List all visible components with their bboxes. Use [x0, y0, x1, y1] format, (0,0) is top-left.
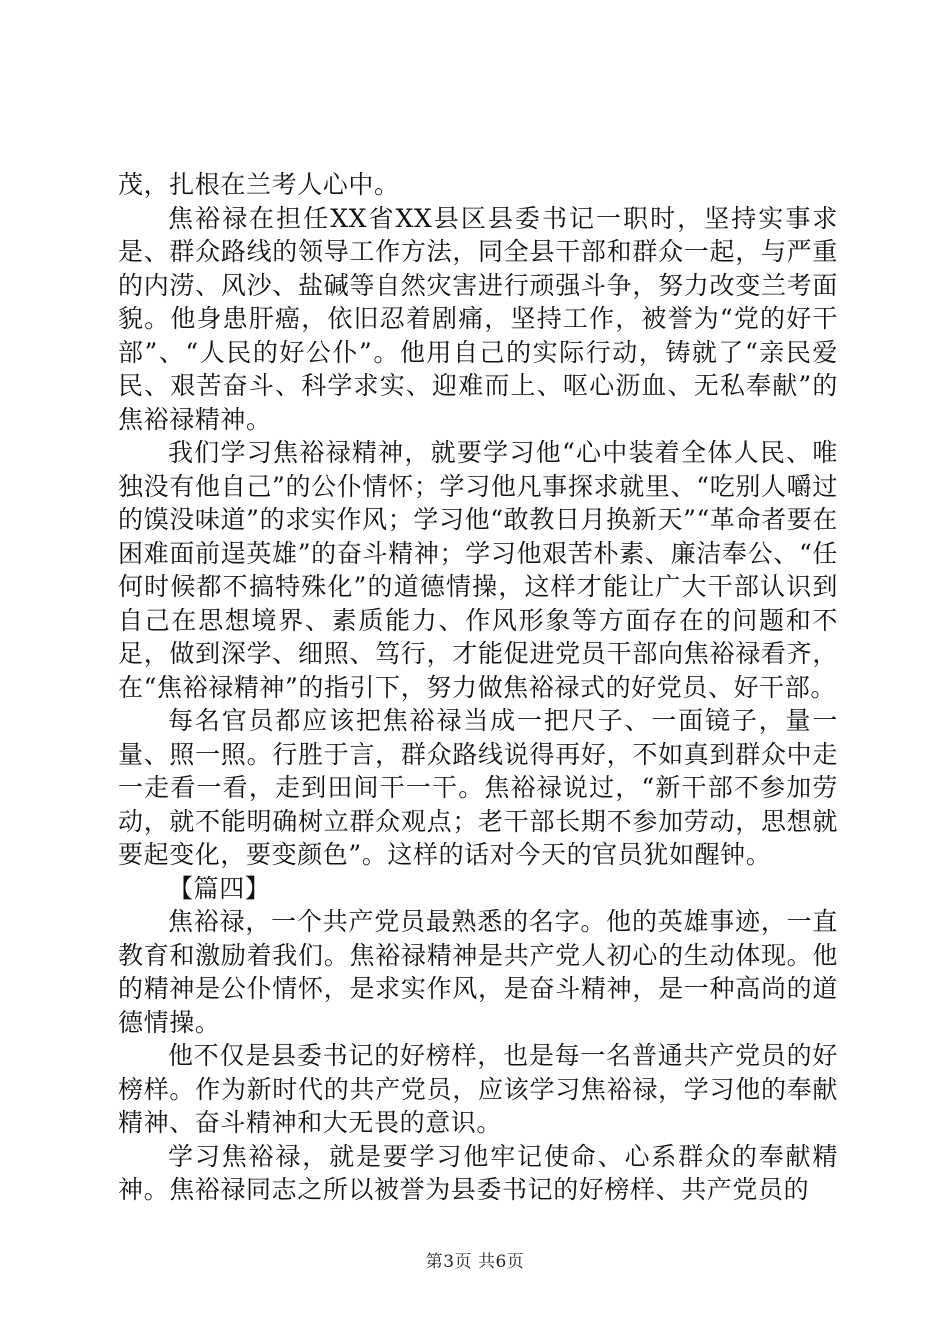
document-body: [118, 168, 838, 1207]
paragraph-learning-spirit: 我们学习焦裕禄精神，就要学习他“心中装着全体人民、唯独没有他自己”的公仆情怀；学习他凡事探求就里、“吃别人嚼过的馍没味道”的求实作风；学习他“敢教日月换新天”“革命者要在困难面前逞英雄”的奋斗精神；学习他艰苦朴素、廉洁奉公、“任何时候都不搞特殊化”的道德情操，这样才能让广大干部认识到自己在思想境界、素质能力、作风形象等方面存在的问题和不足，做到深学、细照、笃行，才能促进党员干部向焦裕禄看齐，在“焦裕禄精神”的指引下，努力做焦裕禄式的好党员、好干部。: [118, 438, 838, 702]
paragraph-familiar-name: 焦裕禄，一个共产党员最熟悉的名字。他的英雄事迹，一直教育和激励着我们。焦裕禄精神是共产党人初心的生动体现。他的精神是公仆情怀，是求实作风，是奋斗精神，是一种高尚的道德情操。: [118, 907, 838, 1037]
paragraph-dedication-spirit: 学习焦裕禄，就是要学习他牢记使命、心系群众的奉献精神。焦裕禄同志之所以被誉为县委书记的好榜样、共产党员的: [118, 1141, 838, 1204]
paragraph-continuation: 茂，扎根在兰考人心中。: [118, 170, 400, 199]
section-heading-part-four: 【篇四】: [168, 873, 271, 903]
paragraph-officials-mirror: 每名官员都应该把焦裕禄当成一把尺子、一面镜子，量一量、照一照。行胜于言，群众路线说得再好，不如真到群众中走一走看一看，走到田间干一干。焦裕禄说过，“新干部不参加劳动，就不能明确树立群众观点；老干部长期不参加劳动，思想就要起变化，要变颜色”。这样的话对今天的官员犹如醒钟。: [118, 706, 838, 869]
page-number-footer: 第3页 共6页: [425, 1252, 525, 1272]
paragraph-jiao-yulu-biography: 焦裕禄在担任XX省XX县区县委书记一职时，坚持实事求是、群众路线的领导工作方法，同全县干部和群众一起，与严重的内涝、风沙、盐碱等自然灾害进行顽强斗争，努力改变兰考面貌。他身患肝癌，依旧忍着剧痛，坚持工作，被誉为“党的好干部”、“人民的好公仆”。他用自己的实际行动，铸就了“亲民爱民、艰苦奋斗、科学求实、迎难而上、呕心沥血、无私奉献”的焦裕禄精神。: [118, 203, 838, 434]
paragraph-good-example: 他不仅是县委书记的好榜样，也是每一名普通共产党员的好榜样。作为新时代的共产党员，应该学习焦裕禄，学习他的奉献精神、奋斗精神和大无畏的意识。: [118, 1041, 838, 1137]
